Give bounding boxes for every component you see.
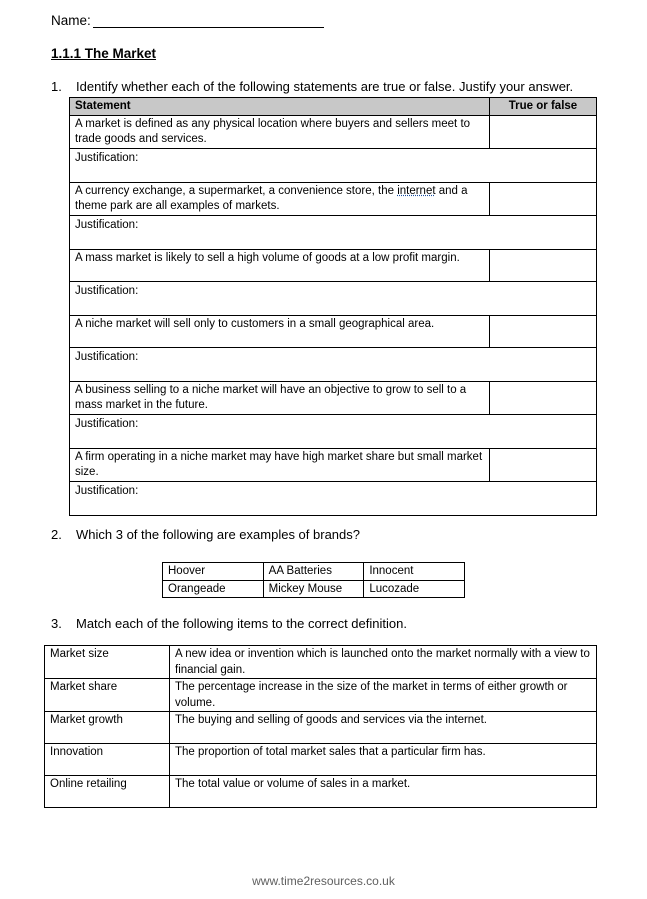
name-label: Name: xyxy=(51,13,91,28)
answer-cell[interactable] xyxy=(490,115,597,148)
table-row xyxy=(45,744,597,776)
justification-cell[interactable]: Justification: xyxy=(70,148,597,182)
brand-cell[interactable]: Orangeade xyxy=(163,580,264,598)
definition-cell[interactable]: The buying and selling of goods and services via the internet. xyxy=(170,712,597,744)
answer-cell[interactable] xyxy=(490,249,597,281)
table-row xyxy=(45,646,597,679)
justification-cell[interactable]: Justification: xyxy=(70,347,597,381)
brands-table xyxy=(162,562,465,598)
definitions-table xyxy=(44,645,597,808)
header-true-or-false: True or false xyxy=(490,98,597,116)
name-blank-line[interactable] xyxy=(93,13,324,28)
question-number: 3. xyxy=(51,616,62,631)
answer-cell[interactable] xyxy=(490,381,597,414)
question-number: 2. xyxy=(51,527,62,542)
table-row xyxy=(45,776,597,808)
justification-row xyxy=(70,215,597,249)
table-row xyxy=(163,563,465,581)
table-row xyxy=(163,580,465,598)
justification-row xyxy=(70,481,597,515)
answer-cell[interactable] xyxy=(490,448,597,481)
justification-cell[interactable]: Justification: xyxy=(70,481,597,515)
term-cell[interactable]: Market size xyxy=(45,646,170,679)
justification-cell[interactable]: Justification: xyxy=(70,281,597,315)
table-row xyxy=(45,679,597,712)
brand-cell[interactable]: Lucozade xyxy=(364,580,465,598)
statement-row xyxy=(70,115,597,148)
justification-row xyxy=(70,414,597,448)
statement-row xyxy=(70,249,597,281)
justification-row xyxy=(70,148,597,182)
term-cell[interactable]: Market share xyxy=(45,679,170,712)
brand-cell[interactable]: Hoover xyxy=(163,563,264,581)
statement-cell: A firm operating in a niche market may have high market share but small market size. xyxy=(70,448,490,481)
answer-cell[interactable] xyxy=(490,182,597,215)
question-text: Identify whether each of the following statements are true or false. Justify your answer. xyxy=(76,79,574,94)
brand-cell[interactable]: Mickey Mouse xyxy=(263,580,364,598)
term-cell[interactable]: Innovation xyxy=(45,744,170,776)
question-text: Match each of the following items to the correct definition. xyxy=(76,616,407,631)
statement-cell: A mass market is likely to sell a high volume of goods at a low profit margin. xyxy=(70,249,490,281)
question-number: 1. xyxy=(51,79,62,94)
justification-row xyxy=(70,347,597,381)
answer-cell[interactable] xyxy=(490,315,597,347)
definition-cell[interactable]: The total value or volume of sales in a market. xyxy=(170,776,597,808)
statement-row xyxy=(70,182,597,215)
header-statement: Statement xyxy=(70,98,490,116)
definition-cell[interactable]: The proportion of total market sales that a particular firm has. xyxy=(170,744,597,776)
brand-cell[interactable]: Innocent xyxy=(364,563,465,581)
section-title: 1.1.1 The Market xyxy=(51,46,157,61)
spellcheck-word: internet xyxy=(397,184,436,197)
definition-cell[interactable]: A new idea or invention which is launched onto the market normally with a view to financial gain. xyxy=(170,646,597,679)
definition-cell[interactable]: The percentage increase in the size of the market in terms of either growth or volume. xyxy=(170,679,597,712)
statement-row xyxy=(70,448,597,481)
statement-cell: A business selling to a niche market will have an objective to grow to sell to a mass market in the future. xyxy=(70,381,490,414)
true-false-table xyxy=(69,97,597,516)
justification-row xyxy=(70,281,597,315)
justification-cell[interactable]: Justification: xyxy=(70,414,597,448)
term-cell[interactable]: Market growth xyxy=(45,712,170,744)
statement-row xyxy=(70,315,597,347)
statement-cell: A niche market will sell only to customers in a small geographical area. xyxy=(70,315,490,347)
statement-cell: A currency exchange, a supermarket, a convenience store, the internet and a theme park are all examples of markets. xyxy=(70,182,490,215)
justification-cell[interactable]: Justification: xyxy=(70,215,597,249)
term-cell[interactable]: Online retailing xyxy=(45,776,170,808)
table-row xyxy=(45,712,597,744)
brand-cell[interactable]: AA Batteries xyxy=(263,563,364,581)
footer-url: www.time2resources.co.uk xyxy=(252,874,395,888)
table-header-row xyxy=(70,98,597,116)
statement-row xyxy=(70,381,597,414)
name-field[interactable] xyxy=(51,13,324,28)
question-text: Which 3 of the following are examples of brands? xyxy=(76,527,360,542)
statement-cell: A market is defined as any physical location where buyers and sellers meet to trade goods and services. xyxy=(70,115,490,148)
